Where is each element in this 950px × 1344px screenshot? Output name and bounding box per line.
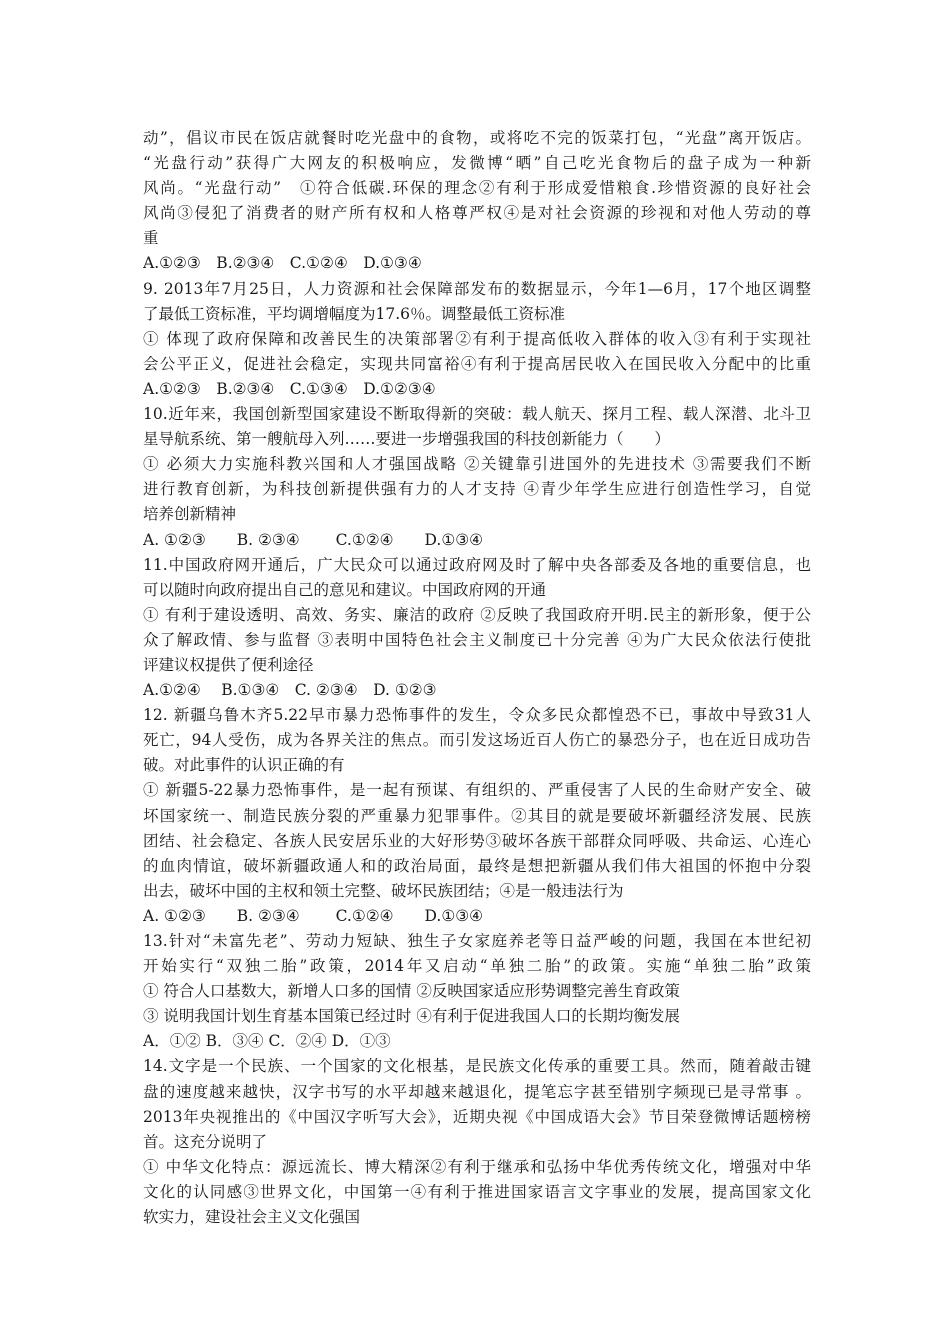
- text-line: 11.中国政府网开通后，广大民众可以通过政府网及时了解中央各部委及各地的重要信息，也: [143, 555, 811, 574]
- text-line: 评建议权提供了便利途径: [143, 655, 314, 674]
- text-line: 破。对此事件的认识正确的有: [143, 756, 345, 775]
- document-body: [143, 126, 811, 1230]
- text-line: 星导航系统、第一艘航母入列……要进一步增强我国的科技创新能力（ ）: [143, 430, 671, 449]
- text-line: 的血肉情谊，破坏新疆政通人和的政治局面，最终是想把新疆从我们伟大祖国的怀抱中分裂: [143, 856, 811, 875]
- text-line: ① 符合人口基数大，新增人口多的国情 ②反映国家适应形势调整完善生育政策: [143, 982, 680, 1001]
- text-line: A.①②③ B.②③④ C.①②④ D.①③④: [143, 254, 422, 273]
- text-line: 坏国家统一、制造民族分裂的严重暴力犯罪事件。②其目的就是要破坏新疆经济发展、民族: [143, 806, 811, 825]
- text-line: 风尚③侵犯了消费者的财产所有权和人格尊严权④是对社会资源的珍视和对他人劳动的尊: [143, 204, 811, 223]
- text-line: ① 中华文化特点：源远流长、博大精深②有利于继承和弘扬中华优秀传统文化，增强对中华: [143, 1157, 811, 1176]
- text-line: 风尚。“光盘行动” ①符合低碳.环保的理念②有利于形成爱惜粮食.珍惜资源的良好社会: [143, 179, 811, 198]
- text-line: 培养创新精神: [143, 505, 237, 524]
- text-line: 可以随时向政府提出自己的意见和建议。中国政府网的开通: [143, 580, 547, 599]
- text-line: 出去，破坏中国的主权和领土完整、破坏民族团结；④是一般违法行为: [143, 881, 624, 900]
- text-line: 10.近年来，我国创新型国家建设不断取得新的突破：载人航天、探月工程、载人深潜、北斗卫: [143, 405, 811, 424]
- text-line: A.①②③ B.②③④ C.①③④ D.①②③④: [143, 379, 436, 398]
- text-line: 12. 新疆乌鲁木齐5.22早市暴力恐怖事件的发生，令众多民众都惶恐不已，事故中导致31人: [143, 706, 811, 725]
- text-line: 动”，倡议市民在饭店就餐时吃光盘中的食物，或将吃不完的饭菜打包，“光盘”离开饭店。: [143, 129, 811, 147]
- text-line: 团结、社会稳定、各族人民安居乐业的大好形势③破坏各族干部群众同呼吸、共命运、心连心: [143, 831, 811, 850]
- text-line: 盘的速度越来越快，汉字书写的水平却越来越退化，提笔忘字甚至错别字频现已是寻常事 。: [143, 1082, 811, 1101]
- text-line: 进行教育创新，为科技创新提供强有力的人才支持 ④青少年学生应进行创造性学习，自觉: [143, 480, 811, 499]
- text-line: A．①② B．③④ C．②④ D．①③: [143, 1032, 391, 1051]
- text-line: 文化的认同感③世界文化，中国第一④有利于推进国家语言文字事业的发展，提高国家文化: [143, 1182, 811, 1201]
- text-line: 开始实行“双独二胎”政策，2014年又启动“单独二胎”的政策。实施“单独二胎”政策: [143, 957, 811, 976]
- text-line: 死亡，94人受伤，成为各界关注的焦点。而引发这场近百人伤亡的暴恐分子，也在近日成功告: [143, 731, 811, 750]
- text-line: ① 必须大力实施科教兴国和人才强国战略 ②关键靠引进国外的先进技术 ③需要我们不断: [143, 455, 811, 474]
- text-line: “光盘行动”获得广大网友的积极响应，发微博“晒”自己吃光食物后的盘子成为一种新: [143, 154, 811, 173]
- text-line: A. ①②③ B. ②③④ C.①②④ D.①③④: [143, 906, 484, 925]
- text-line: 2013年央视推出的《中国汉字听写大会》，近期央视《中国成语大会》节目荣登微博话题榜榜: [143, 1107, 811, 1126]
- text-line: 9. 2013年7月25日，人力资源和社会保障部发布的数据显示，今年1—6月，17个地区调整: [143, 279, 811, 298]
- text-line: 首。这充分说明了: [143, 1132, 268, 1151]
- text-line: 软实力，建设社会主义文化强国: [143, 1208, 361, 1227]
- text-line: ① 新疆5-22暴力恐怖事件，是一起有预谋、有组织的、严重侵害了人民的生命财产安全、破: [143, 781, 811, 800]
- text-line: ① 有利于建设透明、高效、务实、廉洁的政府 ②反映了我国政府开明.民主的新形象，便于公: [143, 605, 811, 624]
- text-line: 13.针对“未富先老”、劳动力短缺、独生子女家庭养老等日益严峻的问题，我国在本世纪初: [143, 932, 811, 950]
- text-line: 重: [143, 229, 159, 248]
- text-line: ① 体现了政府保障和改善民生的决策部署②有利于提高低收入群体的收入③有利于实现社: [143, 329, 811, 348]
- text-line: 众了解政情、参与监督 ③表明中国特色社会主义制度已十分完善 ④为广大民众依法行使批: [143, 630, 811, 649]
- text-line: 了最低工资标准，平均调增幅度为17.6％。调整最低工资标准: [143, 304, 566, 323]
- text-line: A.①②④ B.①③④ C. ②③④ D. ①②③: [143, 681, 437, 700]
- text-line: 14.文字是一个民族、一个国家的文化根基，是民族文化传承的重要工具。然而，随着敲击键: [143, 1057, 811, 1076]
- text-line: 会公平正义，促进社会稳定，实现共同富裕④有利于提高居民收入在国民收入分配中的比重: [143, 354, 811, 373]
- text-line: ③ 说明我国计划生育基本国策已经过时 ④有利于促进我国人口的长期均衡发展: [143, 1007, 680, 1026]
- text-line: A. ①②③ B. ②③④ C.①②④ D.①③④: [143, 530, 484, 549]
